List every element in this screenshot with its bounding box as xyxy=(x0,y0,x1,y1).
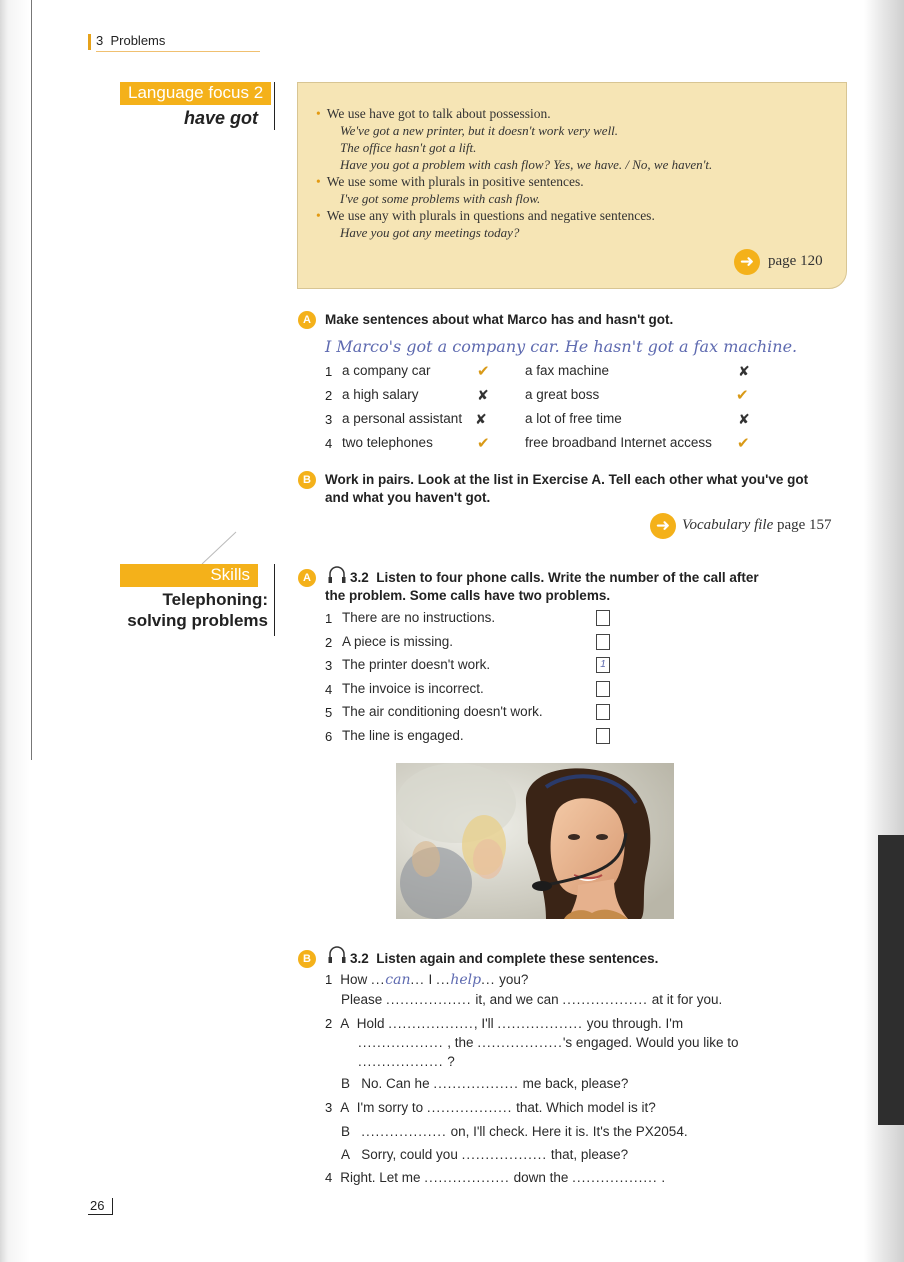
blank[interactable]: .................. xyxy=(358,1054,444,1069)
problem-list xyxy=(325,609,625,750)
dialogue-line: Please .................. it, and we can .................. at it for you. xyxy=(341,992,723,1007)
blank[interactable]: .................. xyxy=(461,1147,548,1162)
side-rule xyxy=(274,82,275,130)
list-item: 3 The printer doesn't work. 1 xyxy=(325,656,625,680)
skills-exercise-b-instruction: 3.2 Listen again and complete these sentences. xyxy=(350,951,659,966)
cross-icon: ✘ xyxy=(738,363,750,379)
answer-checkbox[interactable] xyxy=(596,728,610,744)
dialogue-line: 4 Right. Let me .................. down the .................. . xyxy=(325,1170,666,1185)
dialogue-line: A Sorry, could you .................. that, please? xyxy=(341,1147,629,1162)
answer-checkbox[interactable] xyxy=(596,634,610,650)
dialogue-line: 3 A I'm sorry to .................. that. Which model is it? xyxy=(325,1100,656,1115)
exercise-b-instruction-line2: and what you haven't got. xyxy=(325,490,491,505)
exercise-a-instruction: Make sentences about what Marco has and hasn't got. xyxy=(325,312,674,327)
grammar-example: I've got some problems with cash flow. xyxy=(340,191,541,206)
check-icon: ✔ xyxy=(477,435,490,452)
blank[interactable]: .................. xyxy=(424,1170,510,1185)
cross-icon: ✘ xyxy=(475,411,487,427)
blank[interactable]: .................. xyxy=(361,1124,447,1139)
grammar-example: The office hasn't got a lift. xyxy=(340,140,477,155)
vocabulary-reference-link[interactable]: Vocabulary file page 157 xyxy=(682,517,832,533)
skills-badge: Skills xyxy=(120,564,258,587)
blank[interactable]: .................. xyxy=(572,1170,658,1185)
skills-subtitle-line1: Telephoning: xyxy=(162,590,268,609)
chapter-number: 3 xyxy=(96,33,104,48)
cross-icon: ✘ xyxy=(738,411,750,427)
header-accent xyxy=(88,34,91,50)
list-item: 1 There are no instructions. xyxy=(325,609,625,633)
check-icon: ✔ xyxy=(736,387,749,404)
page-number: 26 xyxy=(90,1198,105,1213)
grammar-example: Have you got a problem with cash flow? Yes, we have. / No, we haven't. xyxy=(340,157,713,172)
dialogue-line: B No. Can he .................. me back, please? xyxy=(341,1076,629,1091)
running-header xyxy=(96,33,165,48)
side-rule xyxy=(274,564,275,636)
check-icon: ✔ xyxy=(477,363,490,380)
page-number-bar xyxy=(112,1198,113,1215)
blank[interactable]: .................. xyxy=(426,1100,513,1115)
scan-edge-dark xyxy=(878,835,904,1125)
list-item: 6 The line is engaged. xyxy=(325,727,625,751)
headphones-icon xyxy=(327,944,347,966)
answer-checkbox[interactable] xyxy=(596,681,610,697)
blank[interactable]: .................. xyxy=(386,992,472,1007)
marco-checklist xyxy=(325,362,765,458)
cross-icon: ✘ xyxy=(477,387,489,403)
grammar-rule: • We use some with plurals in positive sentences. xyxy=(316,174,584,189)
list-item: 2 A piece is missing. xyxy=(325,633,625,657)
blank[interactable]: .................. xyxy=(562,992,648,1007)
answer-checkbox[interactable]: 1 xyxy=(596,657,610,673)
decorative-slash xyxy=(198,530,238,566)
language-focus-badge: Language focus 2 xyxy=(120,82,271,105)
skills-subtitle-line2: solving problems xyxy=(127,611,268,630)
handwritten-answer: help xyxy=(450,972,482,988)
blank[interactable]: .................. xyxy=(358,1035,444,1050)
grammar-rule: • We use have got to talk about possession. xyxy=(316,106,551,121)
list-item: 2 a high salary ✘ a great boss ✔ xyxy=(325,387,749,404)
list-item: 4 The invoice is incorrect. xyxy=(325,680,625,704)
track-number: 3.2 xyxy=(350,570,369,585)
grammar-example: We've got a new printer, but it doesn't work very well. xyxy=(340,123,619,138)
scan-fold-line xyxy=(31,0,32,760)
skills-exercise-a-instruction: 3.2 Listen to four phone calls. Write the number of the call after xyxy=(350,570,759,585)
skills-exercise-b-badge: B xyxy=(298,950,316,968)
dialogue-line: .................. ? xyxy=(358,1054,455,1069)
arrow-right-icon: ➜ xyxy=(734,249,760,275)
handwritten-example: I Marco's got a company car. He hasn't got a fax machine. xyxy=(325,337,798,356)
dialogue-line: 2 A Hold .................., I'll .................. you through. I'm xyxy=(325,1016,684,1031)
exercise-a-badge: A xyxy=(298,311,316,329)
dialogue-line: B .................. on, I'll check. Here it is. It's the PX2054. xyxy=(341,1124,688,1139)
list-item: 5 The air conditioning doesn't work. xyxy=(325,703,625,727)
answer-checkbox[interactable] xyxy=(596,610,610,626)
page-number-rule xyxy=(88,1214,112,1215)
chapter-title: Problems xyxy=(110,33,166,48)
blank[interactable]: .................. xyxy=(497,1016,583,1031)
exercise-b-instruction-line1: Work in pairs. Look at the list in Exercise A. Tell each other what you've got xyxy=(325,472,809,487)
dialogue-line: 1 How ...can... I ...help... you? xyxy=(325,972,529,988)
grammar-box xyxy=(297,82,847,289)
header-underline xyxy=(96,51,260,52)
answer-checkbox[interactable] xyxy=(596,704,610,720)
list-item: 1 a company car ✔ a fax machine ✘ xyxy=(325,363,750,380)
list-item: 3 a personal assistant ✘ a lot of free time ✘ xyxy=(325,411,750,427)
call-centre-photo xyxy=(396,763,674,919)
check-icon: ✔ xyxy=(737,435,750,452)
list-item: 4 two telephones ✔ free broadband Internet access ✔ xyxy=(325,435,750,452)
blank[interactable]: .................. xyxy=(477,1035,563,1050)
grammar-rule: • We use any with plurals in questions and negative sentences. xyxy=(316,208,655,223)
track-number: 3.2 xyxy=(350,951,369,966)
handwritten-answer: can xyxy=(385,972,411,988)
grammar-reference-link[interactable]: page 120 xyxy=(768,253,823,269)
headphones-icon xyxy=(327,564,347,586)
arrow-right-icon: ➜ xyxy=(650,513,676,539)
grammar-example: Have you got any meetings today? xyxy=(340,225,520,240)
exercise-b-badge: B xyxy=(298,471,316,489)
dialogue-line: .................. , the ..................'s engaged. Would you like to xyxy=(358,1035,739,1050)
language-focus-subtitle: have got xyxy=(183,108,258,128)
blank[interactable]: .................. xyxy=(433,1076,519,1091)
skills-exercise-a-instruction-line2: the problem. Some calls have two problems. xyxy=(325,588,611,603)
blank[interactable]: .................. xyxy=(388,1016,474,1031)
skills-exercise-a-badge: A xyxy=(298,569,316,587)
